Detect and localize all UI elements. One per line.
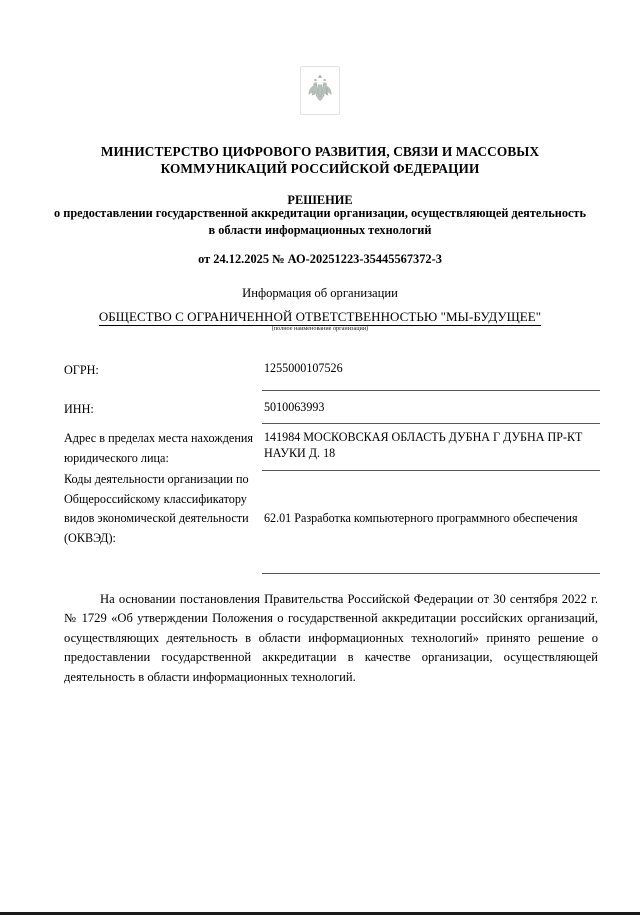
field-divider-4 — [262, 573, 600, 574]
field-label-inn: ИНН: — [64, 402, 94, 416]
field-label-okved: Коды деятельности организации по Общероссийскому классификатору видов экономической деятельности (ОКВЭД): — [64, 472, 249, 545]
field-value-inn: 5010063993 — [264, 400, 325, 414]
field-value-address: 141984 МОСКОВСКАЯ ОБЛАСТЬ ДУБНА Г ДУБНА ПР-КТ НАУКИ Д. 18 — [264, 430, 583, 460]
field-label-address: Адрес в пределах места нахождения юридического лица: — [64, 431, 253, 465]
organization-info-heading: Информация об организации — [242, 286, 398, 300]
field-value-ogrn: 1255000107526 — [264, 361, 343, 375]
organization-name-text: ОБЩЕСТВО С ОГРАНИЧЕННОЙ ОТВЕТСТВЕННОСТЬЮ "МЫ-БУДУЩЕЕ" — [98, 309, 542, 324]
decision-title: РЕШЕНИЕ — [287, 193, 353, 207]
field-divider-1 — [262, 390, 600, 391]
emblem-container — [0, 66, 640, 115]
russian-coat-of-arms-icon — [300, 66, 340, 115]
organization-name-caption: (полное наименование организации) — [271, 325, 369, 332]
ministry-title: МИНИСТЕРСТВО ЦИФРОВОГО РАЗВИТИЯ, СВЯЗИ И МАССОВЫХ КОММУНИКАЦИЙ РОССИЙСКОЙ ФЕДЕРАЦИИ — [100, 144, 540, 176]
field-divider-3 — [262, 470, 600, 471]
field-value-okved: 62.01 Разработка компьютерного программного обеспечения — [264, 511, 578, 525]
decision-subtitle: о предоставлении государственной аккредитации организации, осуществляющей деятельность в области информационных технологий — [54, 206, 586, 237]
organization-name — [40, 309, 600, 325]
field-label-ogrn: ОГРН: — [64, 363, 99, 377]
document-number: от 24.12.2025 № АО-20251223-35445567372-3 — [198, 252, 442, 266]
decision-body-paragraph: На основании постановления Правительства Российской Федерации от 30 сентября 2022 г. № 1729 «Об утверждении Положения о государственной аккредитации российских организаций, осуществляющих деятельность в области информационных технологий» принято решение о предоставлении государственной аккредитации в качестве организации, осуществляющей деятельность в области информационных технологий. — [64, 592, 598, 684]
field-divider-2 — [262, 423, 600, 424]
